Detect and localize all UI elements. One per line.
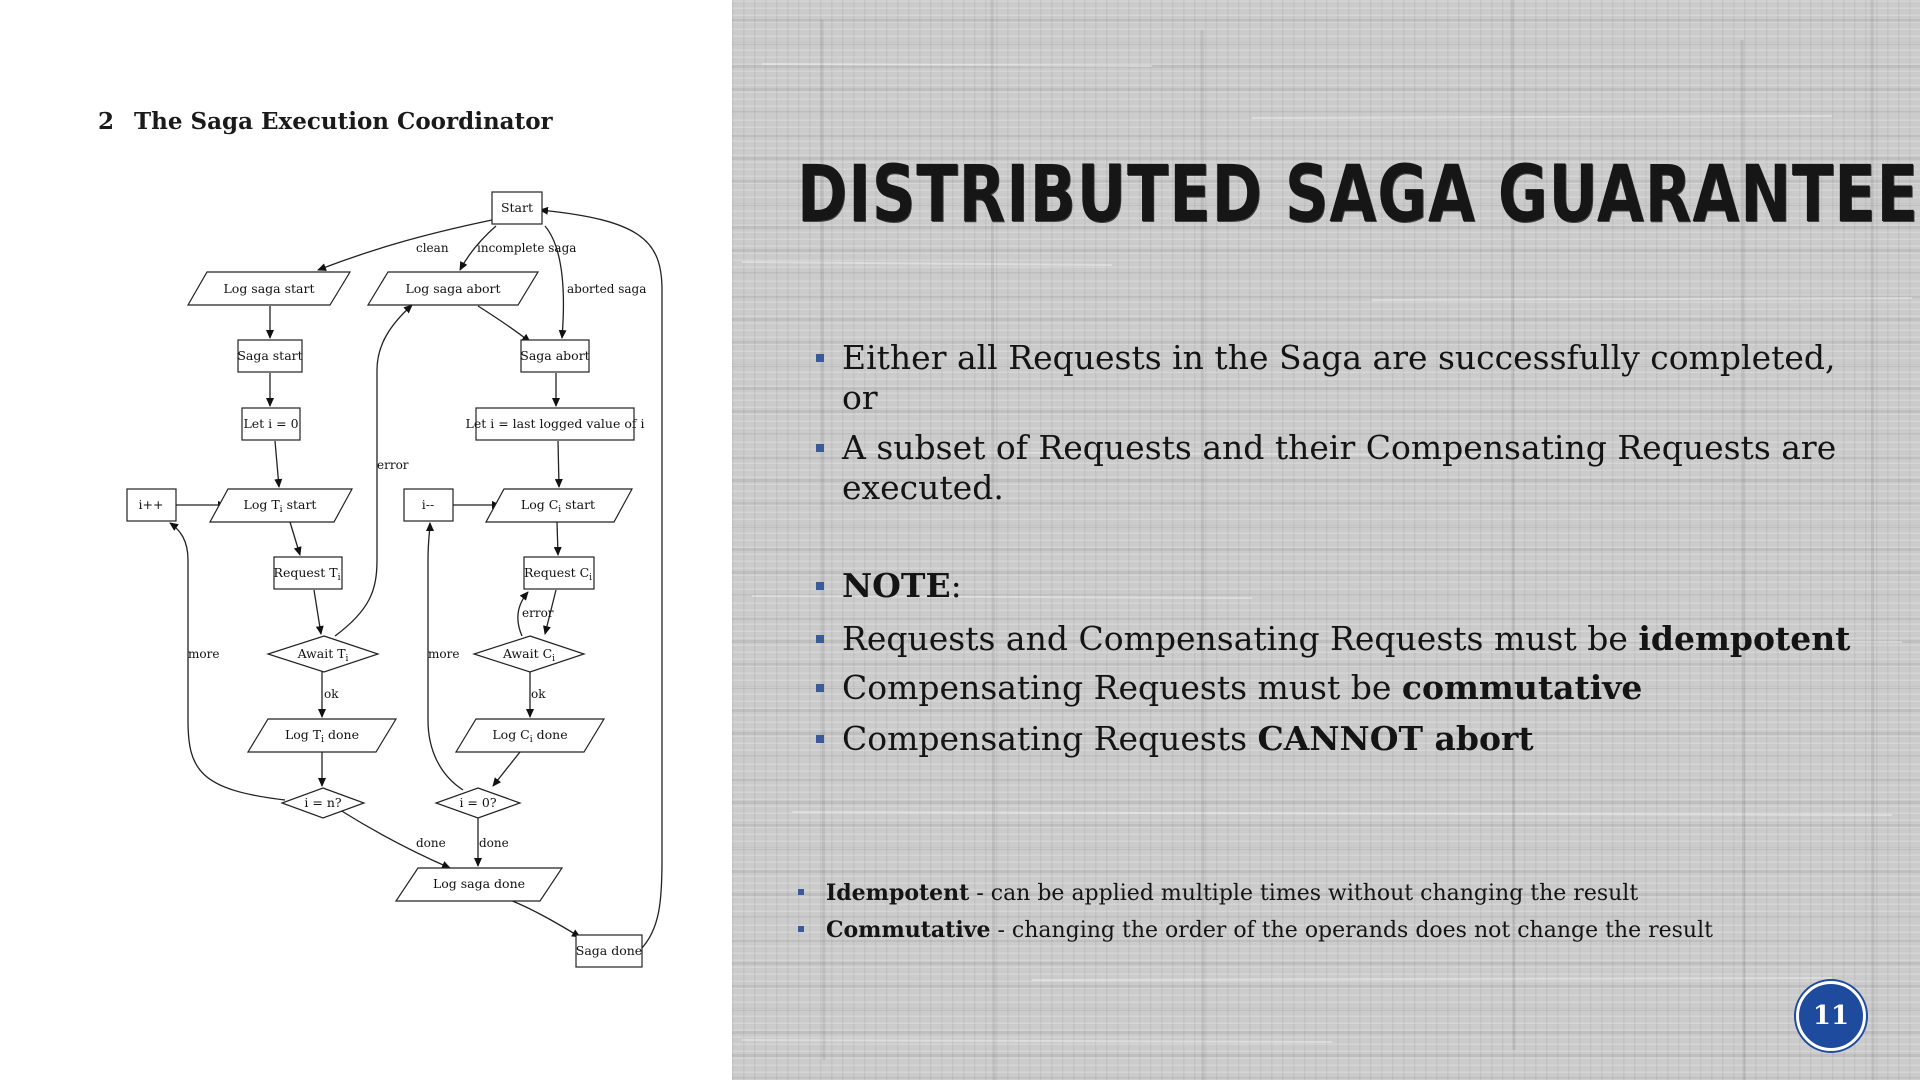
edge-log-t-start-to-request-t bbox=[290, 522, 300, 555]
document-panel bbox=[0, 0, 732, 1080]
bullet-text: A subset of Requests and their Compensating Requests are executed. bbox=[842, 428, 1837, 507]
edge-label-incomplete-saga: incomplete saga bbox=[477, 241, 577, 255]
page-number: 11 bbox=[1812, 1001, 1850, 1031]
edge-label-ok-right: ok bbox=[531, 687, 546, 701]
definition-idempotent bbox=[796, 875, 1796, 912]
bullet-marker bbox=[816, 354, 824, 362]
page-number-badge bbox=[1796, 981, 1866, 1051]
node-await-c-label: Await $C_i$ bbox=[502, 646, 556, 664]
edge-start-to-log-saga-start bbox=[318, 220, 492, 270]
bullet-bold-text: commutative bbox=[1401, 668, 1643, 707]
saga-flowchart bbox=[0, 0, 732, 1080]
bullet-text: Requests and Compensating Requests must be bbox=[842, 619, 1639, 658]
node-log-c-start-label: Log $C_i$ start bbox=[520, 497, 596, 515]
edge-label-aborted-saga: aborted saga bbox=[567, 282, 647, 296]
bullet-bold-text: idempotent bbox=[1638, 619, 1851, 658]
node-let-i-last-label: Let i = last logged value of i bbox=[465, 416, 645, 431]
bullet-marker bbox=[816, 582, 824, 590]
node-i-eq-n-label: i = n? bbox=[304, 795, 342, 810]
edge-let-i-0-to-log-t-start bbox=[275, 441, 279, 487]
bullet-marker bbox=[798, 889, 804, 895]
edge-label-done-left: done bbox=[416, 836, 446, 850]
main-bullet-list bbox=[816, 338, 1856, 759]
edge-log-saga-done-to-saga-done bbox=[510, 900, 580, 937]
bullet-commutative bbox=[816, 668, 1856, 708]
bullet-text: Either all Requests in the Saga are successfully completed, or bbox=[842, 338, 1836, 417]
node-request-c-label: Request $C_i$ bbox=[523, 565, 593, 583]
bullet-marker bbox=[816, 444, 824, 452]
node-start-label: Start bbox=[500, 200, 534, 215]
bullet-marker bbox=[816, 684, 824, 692]
node-saga-done-label: Saga done bbox=[575, 943, 643, 958]
edge-label-error-right: error bbox=[522, 606, 554, 620]
bullet-text: Compensating Requests must be bbox=[842, 668, 1402, 707]
section-title: The Saga Execution Coordinator bbox=[134, 108, 553, 135]
node-log-saga-abort-label: Log saga abort bbox=[405, 281, 501, 296]
edge-log-c-start-to-request-c bbox=[557, 522, 558, 555]
edge-log-c-done-to-i-eq-0 bbox=[493, 752, 520, 786]
edge-label-error-left: error bbox=[377, 458, 409, 472]
node-saga-abort-label: Saga abort bbox=[520, 348, 590, 363]
bullet-marker bbox=[816, 635, 824, 643]
bullet-either-all bbox=[816, 338, 1856, 418]
node-log-saga-done-label: Log saga done bbox=[432, 876, 526, 891]
bullet-subset bbox=[816, 428, 1856, 508]
definition-text: - can be applied multiple times without changing the result bbox=[969, 881, 1639, 906]
edge-label-clean: clean bbox=[416, 241, 449, 255]
definition-term: Commutative bbox=[826, 917, 991, 943]
bullet-marker bbox=[816, 735, 824, 743]
definition-commutative bbox=[796, 912, 1796, 949]
note-label: NOTE bbox=[842, 566, 951, 605]
node-await-t-label: Await $T_i$ bbox=[297, 646, 349, 664]
bullet-cannot-abort bbox=[816, 719, 1856, 759]
section-number: 2 bbox=[98, 108, 115, 135]
bullet-bold-text: CANNOT abort bbox=[1257, 719, 1534, 758]
node-log-t-start-label: Log $T_i$ start bbox=[243, 497, 317, 515]
edge-label-ok-left: ok bbox=[324, 687, 339, 701]
edge-let-i-last-to-log-c-start bbox=[558, 441, 559, 487]
edge-log-saga-abort-to-saga-abort bbox=[478, 306, 530, 342]
bullet-marker bbox=[798, 926, 804, 932]
note-colon: : bbox=[950, 566, 962, 605]
node-log-t-done-label: Log $T_i$ done bbox=[284, 727, 360, 745]
edge-i-eq-n-more-to-i-inc bbox=[170, 523, 285, 800]
bullet-note bbox=[816, 566, 1856, 606]
slide-title: DISTRIBUTED SAGA GUARANTEE bbox=[797, 150, 1919, 240]
node-log-c-done-label: Log $C_i$ done bbox=[492, 727, 568, 745]
definition-text: - changing the order of the operands does not change the result bbox=[990, 918, 1713, 943]
definition-term: Idempotent bbox=[826, 880, 970, 906]
node-log-saga-start-label: Log saga start bbox=[223, 281, 315, 296]
definitions-list bbox=[796, 875, 1796, 949]
node-i-dec-label: i-- bbox=[421, 497, 435, 512]
edge-label-more-left: more bbox=[188, 647, 220, 661]
edge-label-more-right: more bbox=[428, 647, 460, 661]
node-saga-start-label: Saga start bbox=[237, 348, 303, 363]
edge-label-done-right: done bbox=[479, 836, 509, 850]
node-i-eq-0-label: i = 0? bbox=[459, 795, 497, 810]
bullet-text: Compensating Requests bbox=[842, 719, 1258, 758]
node-let-i-0-label: Let i = 0 bbox=[243, 416, 299, 431]
bullet-idempotent bbox=[816, 619, 1856, 659]
node-i-inc-label: i++ bbox=[138, 497, 164, 512]
edge-request-t-to-await-t bbox=[314, 590, 321, 634]
node-request-t-label: Request $T_i$ bbox=[273, 565, 341, 583]
